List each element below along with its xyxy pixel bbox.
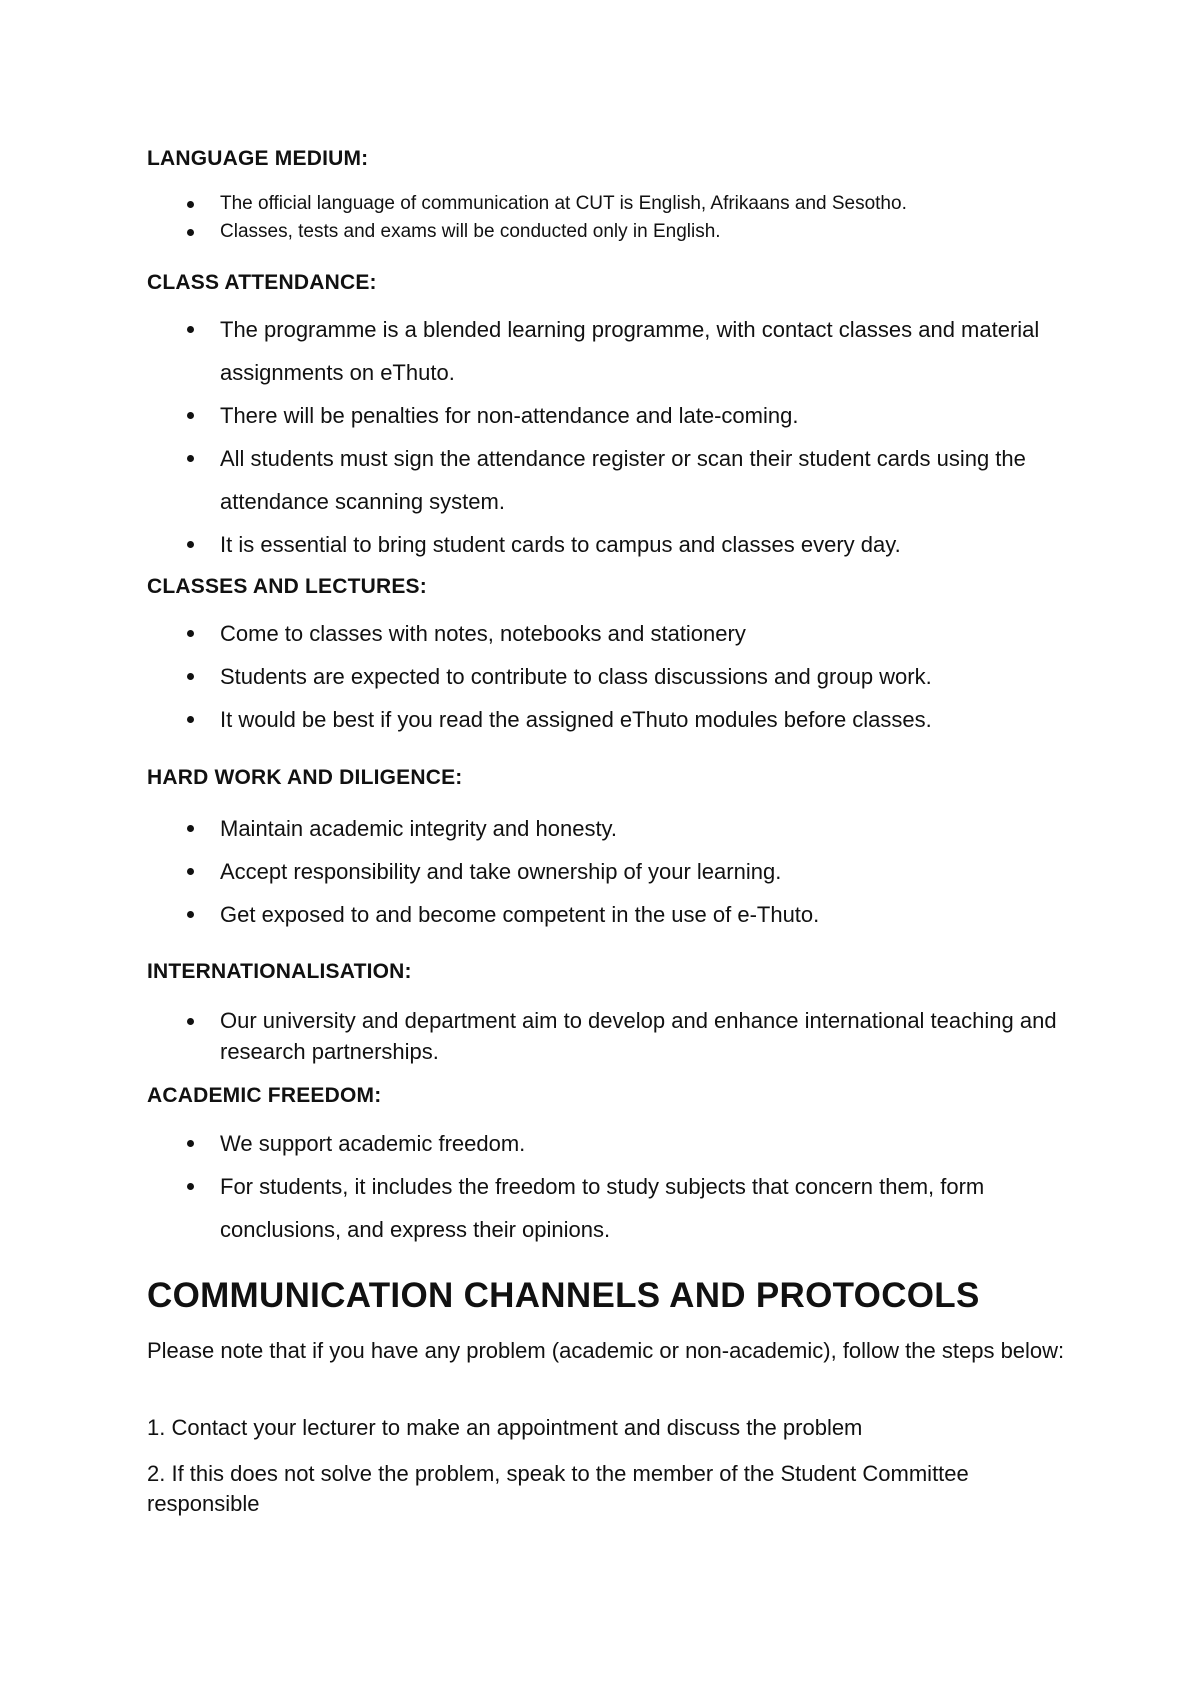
list-item: It would be best if you read the assigned eThuto modules before classes. bbox=[147, 698, 1067, 741]
section-heading-internationalisation: INTERNATIONALISATION: bbox=[147, 960, 412, 983]
section-heading-language-medium: LANGUAGE MEDIUM: bbox=[147, 147, 369, 170]
list-item: We support academic freedom. bbox=[147, 1122, 1067, 1165]
list-item: Classes, tests and exams will be conducted only in English. bbox=[147, 218, 1067, 246]
list-item: For students, it includes the freedom to study subjects that concern them, form conclusions, and express their opinions. bbox=[147, 1165, 1067, 1251]
communication-step-2: 2. If this does not solve the problem, speak to the member of the Student Committee responsible bbox=[147, 1461, 969, 1516]
communication-intro: Please note that if you have any problem (academic or non-academic), follow the steps below: bbox=[147, 1338, 1065, 1363]
bullet-list-internationalisation bbox=[147, 1005, 1067, 1067]
communication-step-1: 1. Contact your lecturer to make an appointment and discuss the problem bbox=[147, 1415, 863, 1440]
bullet-list-language-medium bbox=[147, 190, 1067, 246]
list-item: Come to classes with notes, notebooks and stationery bbox=[147, 612, 1067, 655]
list-item: The official language of communication at CUT is English, Afrikaans and Sesotho. bbox=[147, 190, 1067, 218]
list-item: Accept responsibility and take ownership of your learning. bbox=[147, 850, 1067, 893]
communication-heading: COMMUNICATION CHANNELS AND PROTOCOLS bbox=[147, 1276, 980, 1315]
bullet-list-class-attendance bbox=[147, 308, 1067, 566]
section-heading-academic-freedom: ACADEMIC FREEDOM: bbox=[147, 1084, 382, 1107]
list-item: The programme is a blended learning programme, with contact classes and material assignments on eThuto. bbox=[147, 308, 1067, 394]
bullet-list-academic-freedom bbox=[147, 1122, 1067, 1251]
section-heading-classes-and-lectures: CLASSES AND LECTURES: bbox=[147, 575, 427, 598]
list-item: Maintain academic integrity and honesty. bbox=[147, 807, 1067, 850]
section-heading-hard-work: HARD WORK AND DILIGENCE: bbox=[147, 766, 463, 789]
list-item: Get exposed to and become competent in the use of e-Thuto. bbox=[147, 893, 1067, 936]
bullet-list-hard-work bbox=[147, 807, 1067, 936]
list-item: It is essential to bring student cards to campus and classes every day. bbox=[147, 523, 1067, 566]
list-item: There will be penalties for non-attendance and late-coming. bbox=[147, 394, 1067, 437]
list-item: Students are expected to contribute to class discussions and group work. bbox=[147, 655, 1067, 698]
list-item: Our university and department aim to develop and enhance international teaching and research partnerships. bbox=[147, 1005, 1067, 1067]
list-item: All students must sign the attendance register or scan their student cards using the attendance scanning system. bbox=[147, 437, 1067, 523]
section-heading-class-attendance: CLASS ATTENDANCE: bbox=[147, 271, 377, 294]
bullet-list-classes-and-lectures bbox=[147, 612, 1067, 741]
